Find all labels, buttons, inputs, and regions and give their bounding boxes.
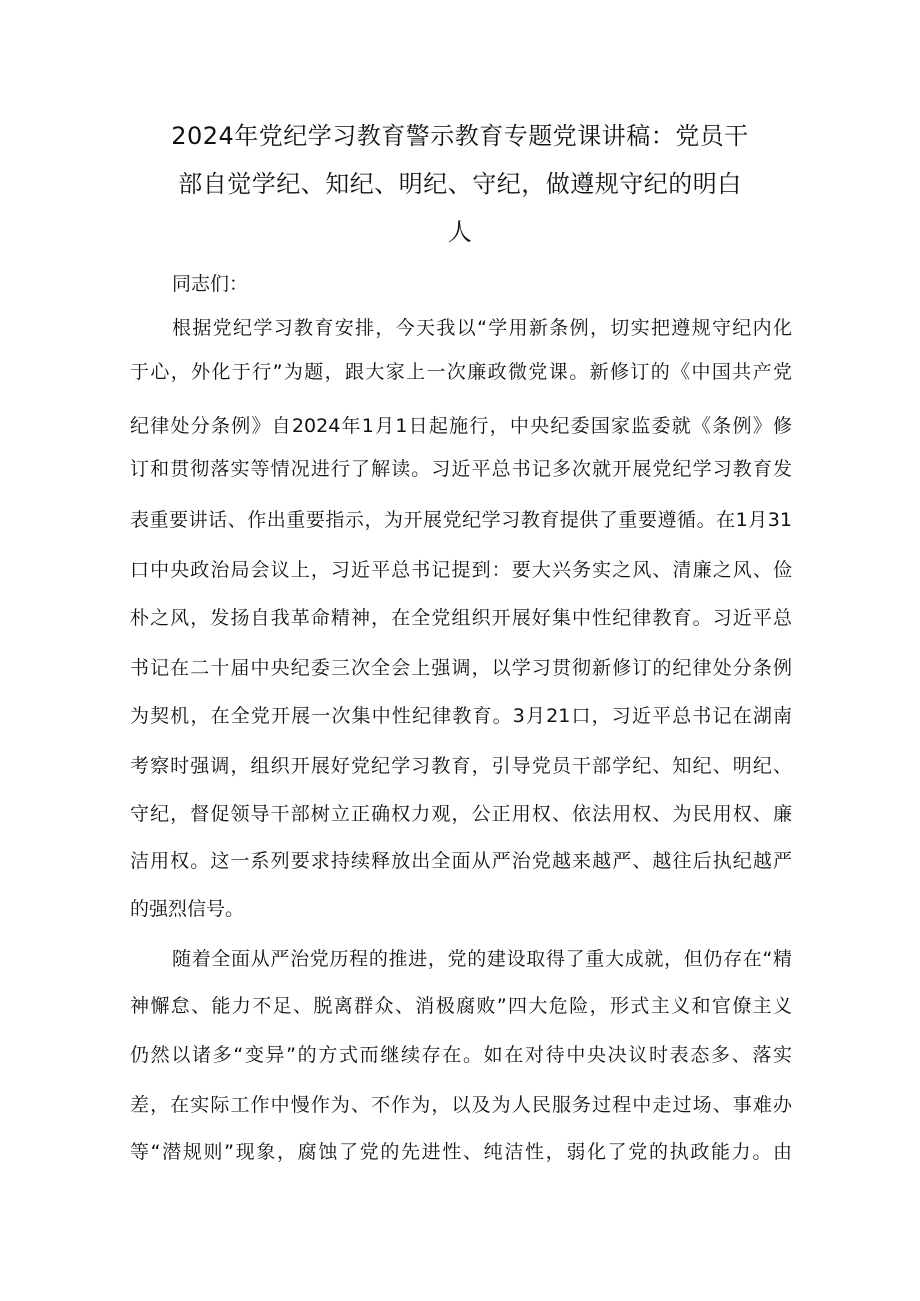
paragraph-line: 守纪，督促领导干部树立正确权力观，公正用权、依法用权、为民用权、廉 [130, 803, 792, 825]
paragraph-line: 表重要讲话、作出重要指示，为开展党纪学习教育提供了重要遵循。在1月31 [130, 509, 792, 531]
salutation: 同志们： [172, 273, 249, 295]
paragraph-line: 随着全面从严治党历程的推进，党的建设取得了重大成就，但仍存在“精 [172, 948, 792, 970]
paragraph-line: 朴之风，发扬自我革命精神，在全党组织开展好集中性纪律教育。习近平总 [130, 607, 792, 629]
paragraph-line: 订和贯彻落实等情况进行了解读。习近平总书记多次就开展党纪学习教育发 [130, 458, 792, 480]
paragraph-line: 等“潜规则”现象，腐蚀了党的先进性、纯洁性，弱化了党的执政能力。由 [130, 1141, 792, 1163]
paragraph-line: 考察时强调，组织开展好党纪学习教育，引导党员干部学纪、知纪、明纪、 [130, 755, 792, 777]
paragraph-line: 纪律处分条例》自2024年1月1日起施行，中央纪委国家监委就《条例》修 [130, 415, 792, 437]
paragraph-line: 仍然以诸多“变异”的方式而继续存在。如在对待中央决议时表态多、落实 [130, 1044, 792, 1066]
paragraph-line: 差，在实际工作中慢作为、不作为，以及为人民服务过程中走过场、事难办 [130, 1094, 792, 1116]
paragraph-line: 根据党纪学习教育安排，今天我以“学用新条例，切实把遵规守纪内化 [172, 317, 792, 339]
title-line-2: 部自觉学纪、知纪、明纪、守纪，做遵规守纪的明白 [178, 170, 742, 198]
document-title [130, 112, 790, 256]
title-line-3: 人 [447, 218, 473, 246]
paragraph-line: 为契机，在全党开展一次集中性纪律教育。3月21口，习近平总书记在湖南 [130, 705, 792, 727]
paragraph-line: 洁用权。这一系列要求持续释放出全面从严治党越来越严、越往后执纪越严 [130, 850, 792, 872]
paragraph-line: 于心，外化于行”为题，跟大家上一次廉政微党课。新修订的《中国共产党 [130, 361, 792, 383]
paragraph-line: 的强烈信号。 [130, 898, 245, 920]
paragraph-line: 书记在二十届中央纪委三次全会上强调，以学习贯彻新修订的纪律处分条例 [130, 657, 792, 679]
paragraph-line: 神懈怠、能力不足、脱离群众、消极腐败”四大危险，形式主义和官僚主义 [130, 995, 792, 1017]
paragraph-line: 口中央政治局会议上，习近平总书记提到：要大兴务实之风、清廉之风、俭 [130, 559, 792, 581]
title-line-1: 2024年党纪学习教育警示教育专题党课讲稿：党员干 [171, 122, 749, 150]
